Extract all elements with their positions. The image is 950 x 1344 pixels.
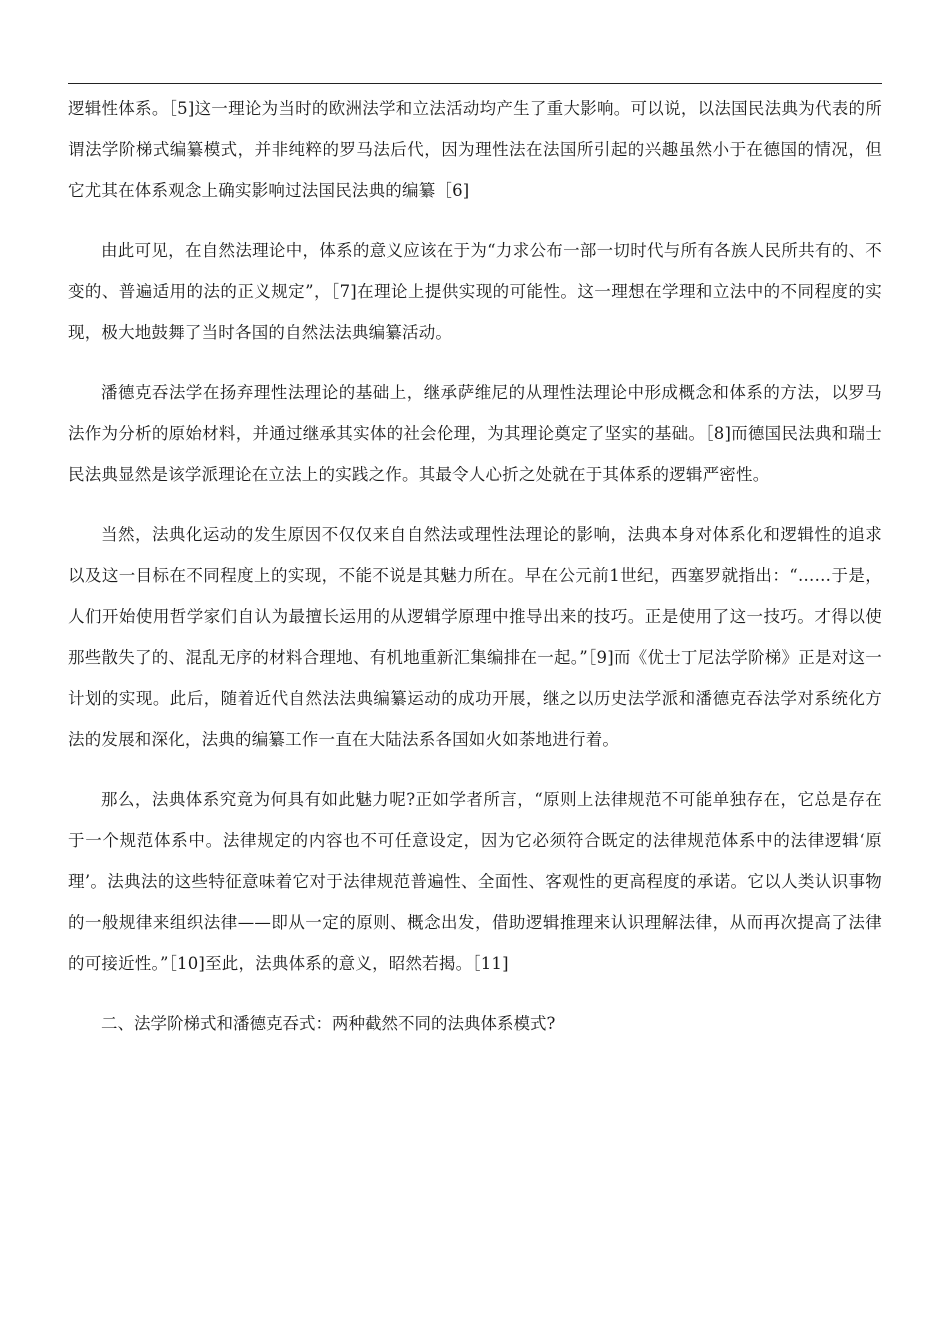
section-heading: 二、法学阶梯式和潘德克吞式：两种截然不同的法典体系模式? — [101, 1014, 556, 1033]
header-rule — [68, 83, 882, 84]
paragraph-4: 当然，法典化运动的发生原因不仅仅来自自然法或理性法理论的影响，法典本身对体系化和逻辑性的追求以及这一目标在不同程度上的实现，不能不说是其魅力所在。早在公元前1世纪，西塞罗就指出：“……于是，人们开始使用哲学家们自认为最擅长运用的从逻辑学原理中推导出来的技巧。正是使用了这一技巧。才得以使那些散失了的、混乱无序的材料合理地、有机地重新汇集编排在一起。”［9]而《优士丁尼法学阶梯》正是对这一计划的实现。此后，随着近代自然法法典编纂运动的成功开展，继之以历史法学派和潘德克吞法学对系统化方法的发展和深化，法典的编纂工作一直在大陆法系各国如火如荼地进行着。 — [68, 525, 882, 749]
paragraph-2: 由此可见，在自然法理论中，体系的意义应该在于为“力求公布一部一切时代与所有各族人民所共有的、不变的、普遍适用的法的正义规定”，［7]在理论上提供实现的可能性。这一理想在学理和立法中的不同程度的实现，极大地鼓舞了当时各国的自然法法典编纂活动。 — [68, 241, 882, 342]
paragraph-1: 逻辑性体系。［5]这一理论为当时的欧洲法学和立法活动均产生了重大影响。可以说，以法国民法典为代表的所谓法学阶梯式编纂模式，并非纯粹的罗马法后代，因为理性法在法国所引起的兴趣虽然小于在德国的情况，但它尤其在体系观念上确实影响过法国民法典的编纂［6] — [68, 99, 882, 200]
paragraph-3: 潘德克吞法学在扬弃理性法理论的基础上，继承萨维尼的从理性法理论中形成概念和体系的方法，以罗马法作为分析的原始材料，并通过继承其实体的社会伦理，为其理论奠定了坚实的基础。［8]而德国民法典和瑞士民法典显然是该学派理论在立法上的实践之作。其最令人心折之处就在于其体系的逻辑严密性。 — [68, 383, 882, 484]
document-body — [68, 88, 882, 1044]
paragraph-5: 那么，法典体系究竟为何具有如此魅力呢?正如学者所言，“原则上法律规范不可能单独存在，它总是存在于一个规范体系中。法律规定的内容也不可任意设定，因为它必须符合既定的法律规范体系中的法律逻辑‘原理’。法典法的这些特征意味着它对于法律规范普遍性、全面性、客观性的更高程度的承诺。它以人类认识事物的一般规律来组织法律——即从一定的原则、概念出发，借助逻辑推理来认识理解法律，从而再次提高了法律的可接近性。”［10]至此，法典体系的意义，昭然若揭。［11] — [68, 790, 882, 973]
